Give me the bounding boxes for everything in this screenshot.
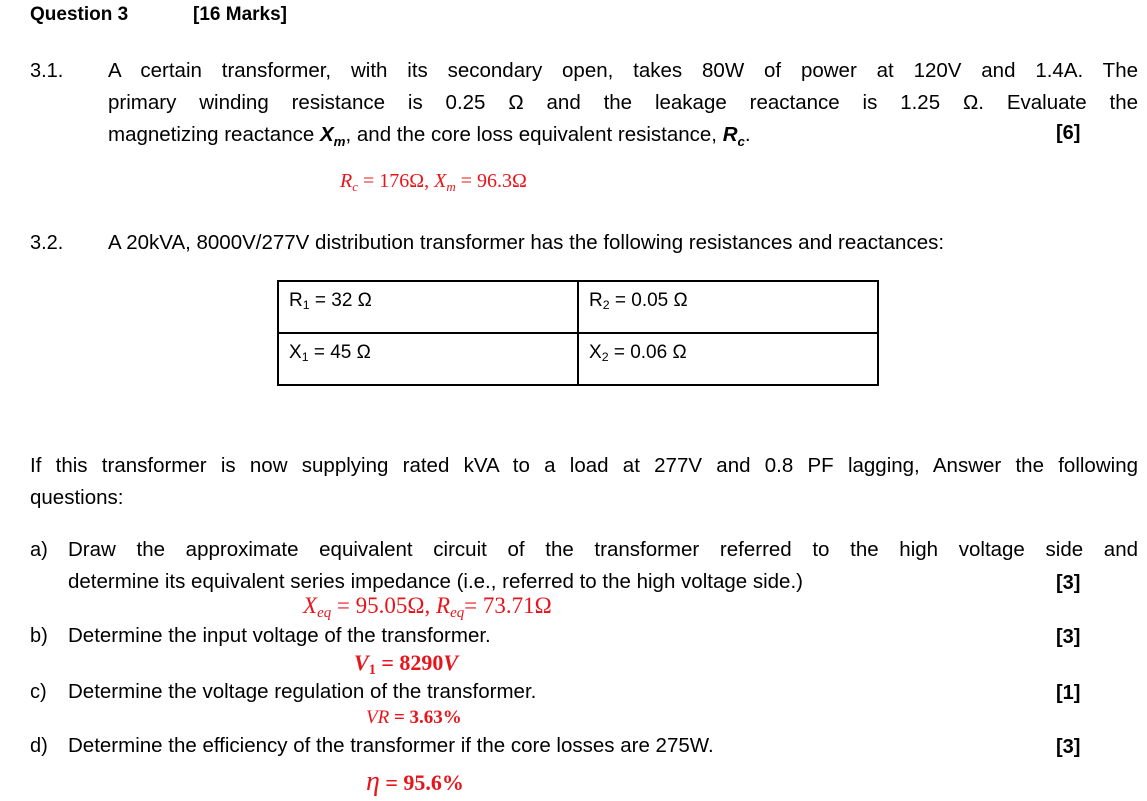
part-b-label: b) [30,625,48,647]
part-c-answer: VR = 3.63% [366,707,462,728]
q32-intro-line-1: If this transformer is now supplying rated kVA to a load at 277V and 0.8 PF lagging, Answer the following [30,454,1138,477]
total-marks: [16 Marks] [193,4,287,25]
part-d-answer: η = 95.6% [366,766,464,797]
table-row [278,281,878,333]
part-a-line-1: Draw the approximate equivalent circuit of the transformer referred to the high voltage side and [68,538,1138,561]
q31-answer: $R_c = 176\Omega$, $X_m = 96.3\Omega$ [340,170,527,194]
q31-number: 3.1. [30,60,64,82]
resistance-reactance-table [277,280,879,386]
r1-cell: $R_1 = 32$ Ω [278,281,578,333]
part-a-label: a) [30,539,48,561]
table-row [278,333,878,385]
part-c-marks: [1] [1056,682,1081,704]
part-b-answer: $V_1 = 8290V$ [354,650,459,678]
part-b-marks: [3] [1056,626,1081,648]
part-c-text: Determine the voltage regulation of the transformer. [68,680,537,703]
q31-line-1: A certain transformer, with its secondary open, takes 80W of power at 120V and 1.4A. The [108,59,1138,82]
part-a-answer: $X_{eq} = 95.05\Omega$, $R_{eq}= 73.71\Omega$ [303,593,552,621]
q32-text: A 20kVA, 8000V/277V distribution transformer has the following resistances and reactances: [108,231,945,254]
r2-cell: $R_2 = 0.05$ Ω [578,281,878,333]
q31-line-2: primary winding resistance is 0.25 Ω and the leakage reactance is 1.25 Ω. Evaluate the [108,91,1138,114]
q32-intro [30,450,1138,514]
part-a-marks: [3] [1056,572,1081,594]
q31-marks: [6] [1056,122,1081,144]
part-d-label: d) [30,735,48,757]
part-a-line-2: determine its equivalent series impedance (i.e., referred to the high voltage side.) [68,570,803,593]
q31-line-3: magnetizing reactance $X_m$, and the core loss equivalent resistance, $R_c$. [108,123,751,150]
part-a-text [68,534,1138,598]
q32-intro-line-2: questions: [30,486,124,509]
x2-cell: $X_2 = 0.06$ Ω [578,333,878,385]
x1-cell: $X_1 = 45$ Ω [278,333,578,385]
question-title: Question 3 [30,4,129,25]
q32-number: 3.2. [30,232,64,254]
part-d-text: Determine the efficiency of the transformer if the core losses are 275W. [68,734,714,757]
part-d-marks: [3] [1056,736,1081,758]
part-b-text: Determine the input voltage of the transformer. [68,624,491,647]
part-c-label: c) [30,681,47,703]
q31-text [108,55,1138,158]
